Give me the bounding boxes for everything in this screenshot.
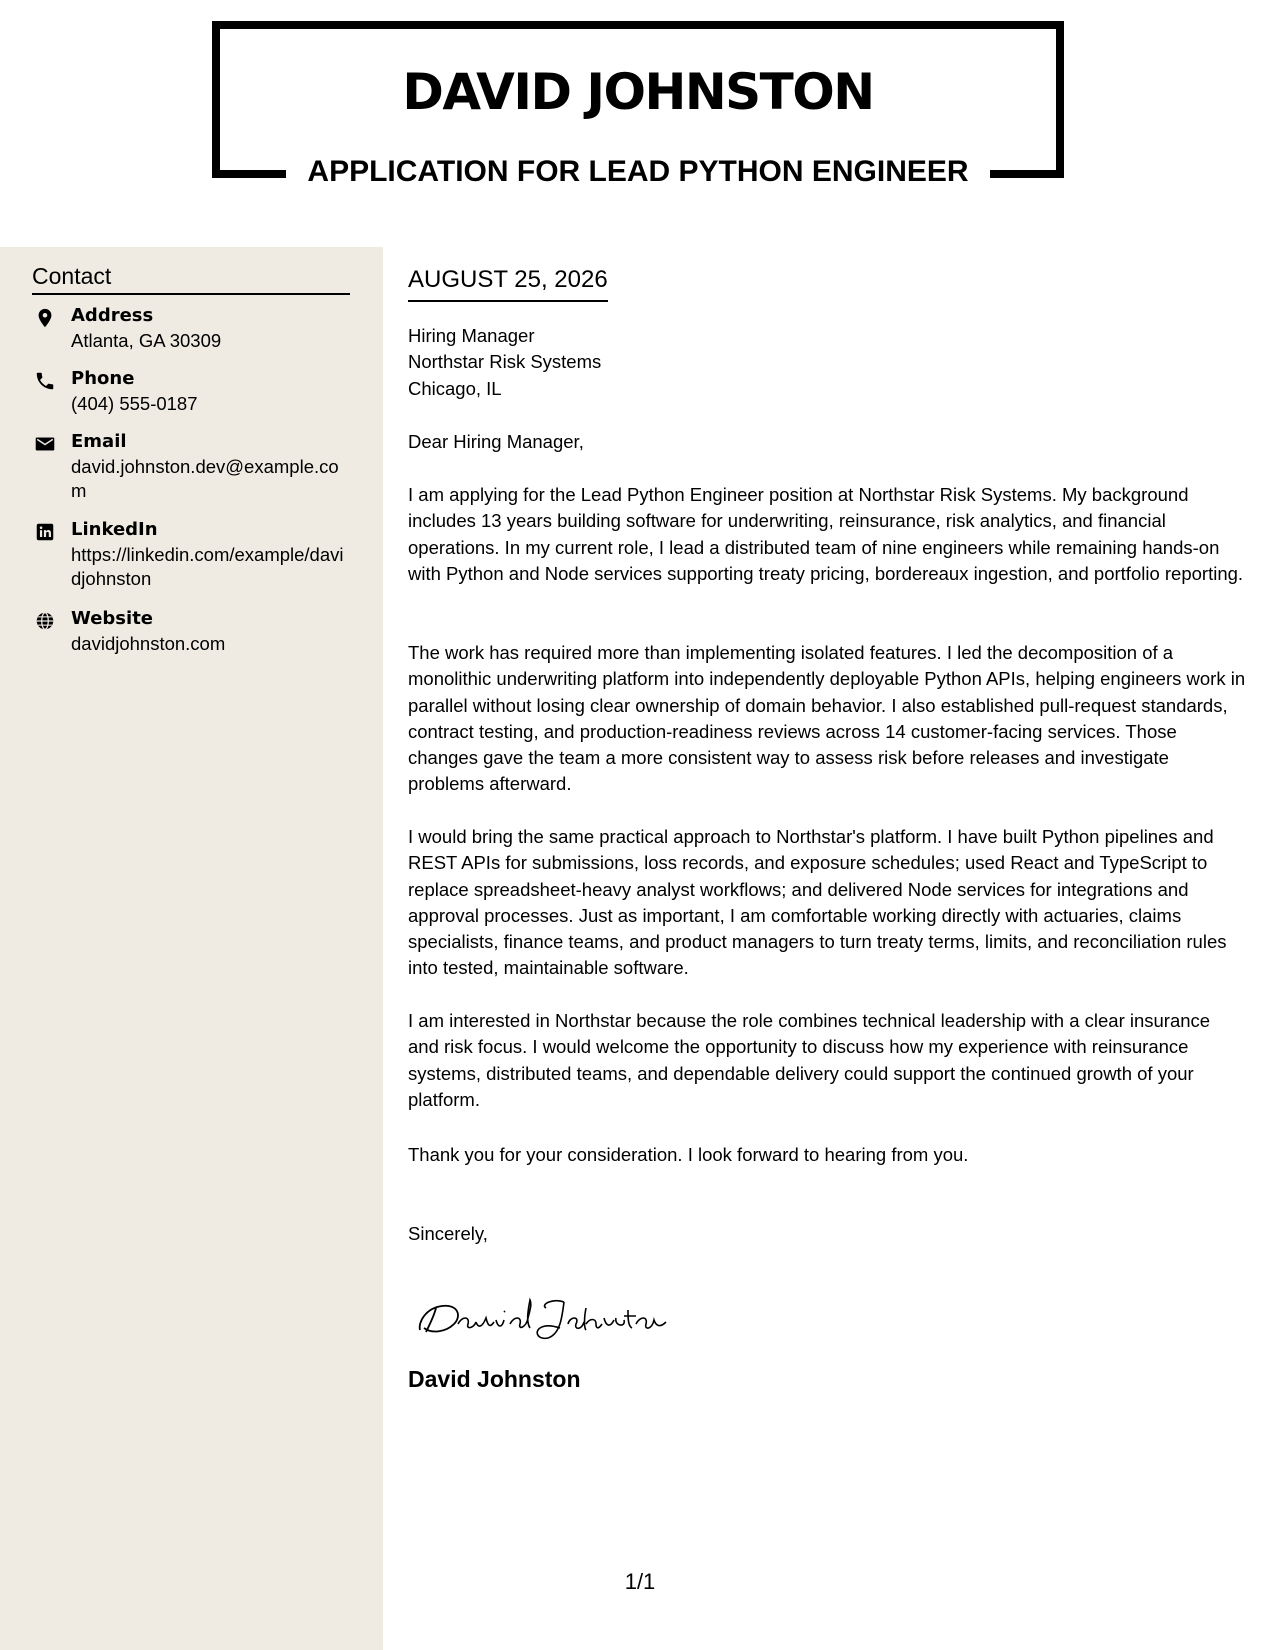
contact-label: Email	[71, 431, 127, 452]
contact-label: Address	[71, 305, 154, 326]
contact-value: Atlanta, GA 30309	[71, 330, 222, 351]
contact-value: david.johnston.dev@example.com	[71, 456, 339, 501]
sign-off: Sincerely,	[408, 1223, 488, 1244]
contact-heading: Contact	[32, 261, 350, 295]
letter-date: AUGUST 25, 2026	[408, 265, 608, 302]
recipient-block	[408, 323, 601, 402]
contact-label: Website	[71, 608, 154, 629]
map-pin-icon	[34, 307, 56, 329]
signature-image	[414, 1278, 674, 1348]
salutation: Dear Hiring Manager,	[408, 431, 584, 452]
applicant-name: DAVID JOHNSTON	[402, 63, 874, 121]
signer-name: David Johnston	[408, 1366, 581, 1392]
contact-label: Phone	[71, 368, 135, 389]
letter-paragraph: I am interested in Northstar because the role combines technical leadership with a clear insurance and risk focus. I would welcome the opportunity to discuss how my experience with reinsurance systems, distributed teams, and dependable delivery could support the continued growth of your platform.	[408, 1010, 1211, 1110]
contact-label: LinkedIn	[71, 519, 158, 540]
recipient-title: Hiring Manager	[408, 325, 535, 346]
globe-icon	[34, 610, 56, 632]
recipient-company: Northstar Risk Systems	[408, 351, 602, 373]
closing-line: Thank you for your consideration. I look forward to hearing from you.	[408, 1144, 969, 1165]
page-number: 1/1	[624, 1569, 656, 1594]
phone-icon	[34, 370, 56, 392]
contact-value: (404) 555-0187	[71, 393, 198, 414]
envelope-icon	[34, 433, 56, 455]
linkedin-icon	[34, 521, 56, 543]
letter-paragraph: I am applying for the Lead Python Engineer position at Northstar Risk Systems. My background includes 13 years building software for underwriting, reinsurance, risk analytics, and financial operations. In my current role, I lead a distributed team of nine engineers while remaining hands-on with Python and Node services supporting treaty pricing, bordereaux ingestion, and portfolio reporting.	[408, 484, 1244, 584]
contact-value: https://linkedin.com/example/davidjohnston	[71, 544, 344, 589]
application-title: APPLICATION FOR LEAD PYTHON ENGINEER	[307, 155, 969, 188]
recipient-location: Chicago, IL	[408, 377, 502, 399]
letter-paragraph: I would bring the same practical approach to Northstar's platform. I have built Python pipelines and REST APIs for submissions, loss records, and exposure schedules; used React and TypeScript to replace spreadsheet-heavy analyst workflows; and delivered Node services for integrations and approval processes. Just as important, I am comfortable working directly with actuaries, claims specialists, finance teams, and product managers to turn treaty terms, limits, and reconciliation rules into tested, maintainable software.	[408, 826, 1227, 979]
letter-paragraph: The work has required more than implementing isolated features. I led the decomposition of a monolithic underwriting platform into independently deployable Python APIs, helping engineers work in parallel without losing clear ownership of domain behavior. I also established pull-request standards, contract testing, and production-readiness reviews across 14 customer-facing services. Those changes gave the team a more consistent way to assess risk before releases and investigate problems afterward.	[408, 642, 1246, 795]
contact-value: davidjohnston.com	[71, 633, 226, 654]
